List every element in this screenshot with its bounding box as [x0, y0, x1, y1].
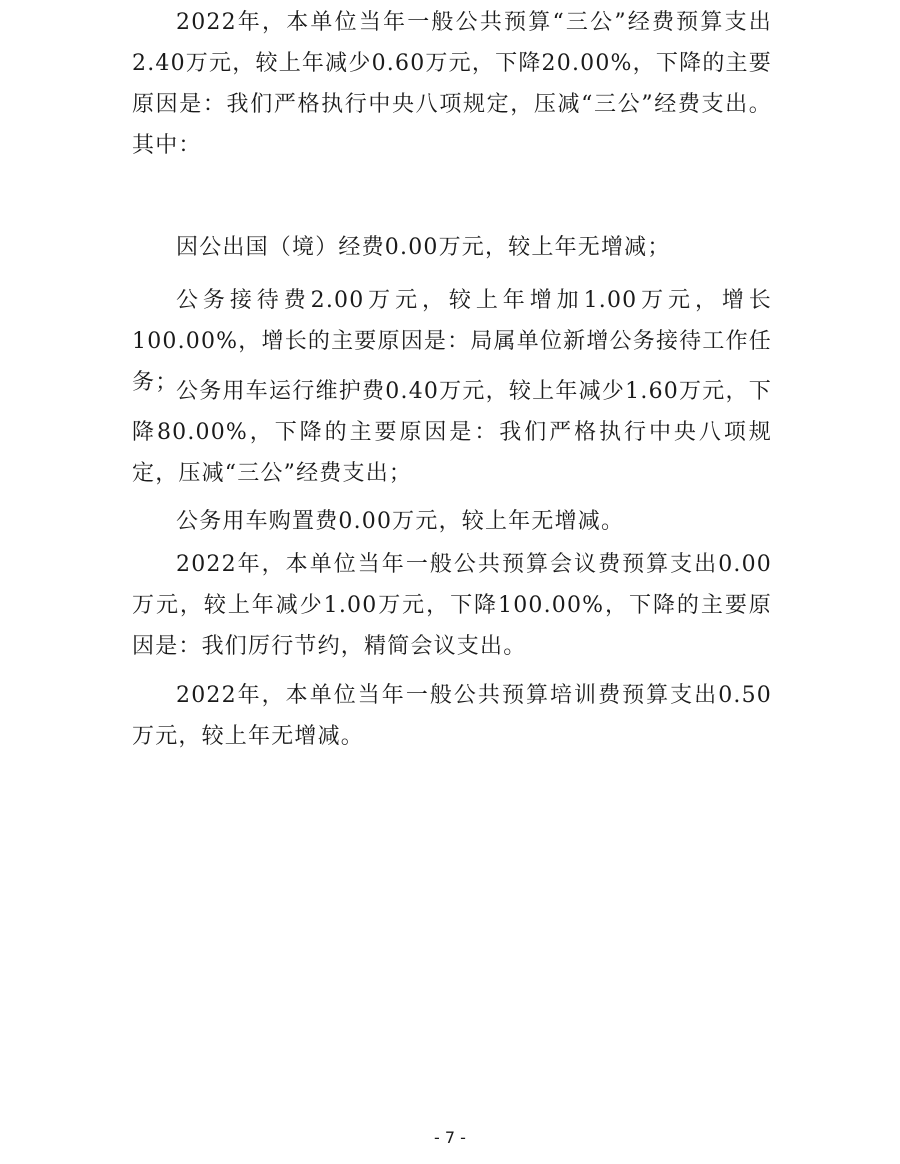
paragraph-meeting-expenses: 2022年，本单位当年一般公共预算会议费预算支出0.00万元，较上年减少1.00万元，下降100.00%，下降的主要原因是：我们厉行节约，精简会议支出。 — [132, 552, 772, 659]
paragraph-three-public-expenses-total: 2022年，本单位当年一般公共预算“三公”经费预算支出2.40万元，较上年减少0.60万元，下降20.00%，下降的主要原因是：我们严格执行中央八项规定，压减“三公”经费支出。其中： — [132, 10, 772, 158]
paragraph-vehicle-purchase: 公务用车购置费0.00万元，较上年无增减。 — [176, 509, 625, 534]
paragraph-vehicle-maintenance: 公务用车运行维护费0.40万元，较上年减少1.60万元，下降80.00%，下降的主要原因是：我们严格执行中央八项规定，压减“三公”经费支出； — [132, 379, 772, 486]
page-number: - 7 - — [434, 1128, 466, 1147]
paragraph-overseas-travel: 因公出国（境）经费0.00万元，较上年无增减； — [176, 235, 671, 260]
paragraph-official-reception: 公务接待费2.00万元，较上年增加1.00万元，增长100.00%，增长的主要原因是：局属单位新增公务接待工作任务； — [132, 288, 772, 395]
paragraph-training-expenses: 2022年，本单位当年一般公共预算培训费预算支出0.50万元，较上年无增减。 — [132, 683, 772, 749]
